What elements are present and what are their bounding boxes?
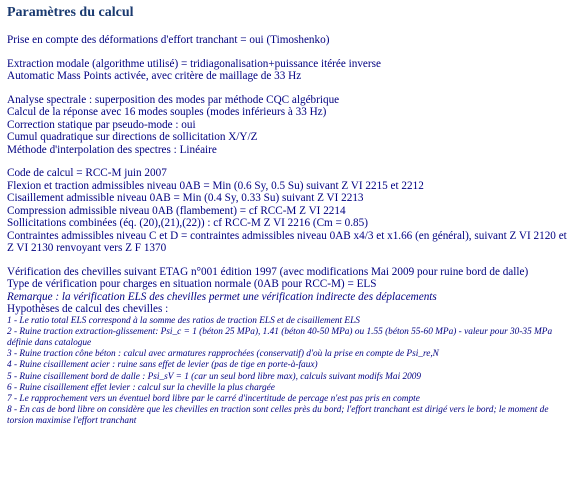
hypothesis-item: 3 - Ruine traction cône béton : calcul avec armatures rapprochées (conservatif) d'où la prise en compte de Psi_re,N bbox=[7, 349, 439, 360]
hypothesis-item: 5 - Ruine cisaillement bord de dalle : Psi_sV = 1 (car un seul bord libre max), calculs suivant modifs Mai 2009 bbox=[7, 371, 422, 382]
hypothesis-item: 1 - Le ratio total ELS correspond à la somme des ratios de traction ELS et de cisaillement ELS bbox=[7, 315, 360, 326]
verification-type-line: Type de vérification pour charges en situation normale (0AB pour RCC-M) = ELS bbox=[7, 278, 377, 290]
shear-allowable-line: Cisaillement admissible niveau 0AB = Min (0.4 Sy, 0.33 Su) suivant Z VI 2213 bbox=[7, 192, 364, 204]
response-modes-line: Calcul de la réponse avec 16 modes souples (modes inférieurs à 33 Hz) bbox=[7, 106, 327, 118]
combined-loads-line: Sollicitations combinées (éq. (20),(21),(22)) : cf RCC-M Z VI 2216 (Cm = 0.85) bbox=[7, 217, 368, 229]
design-code-line: Code de calcul = RCC-M juin 2007 bbox=[7, 167, 167, 179]
hypothesis-item: 4 - Ruine cisaillement acier : ruine sans effet de levier (pas de tige en porte-à-faux) bbox=[7, 360, 318, 371]
anchor-verification-line: Vérification des chevilles suivant ETAG n°001 édition 1997 (avec modifications Mai 2009 pour ruine bord de dalle) bbox=[7, 265, 529, 278]
remark-line: Remarque : la vérification ELS des chevilles permet une vérification indirecte des déplacements bbox=[7, 290, 437, 303]
hypothesis-item: 2 - Ruine traction extraction-glissement: Psi_c = 1 (béton 25 MPa), 1.41 (béton 40-50 MPa) ou 1.55 (béton 55-60 MPa) - valeur pour 30-35 MPa définie dans catalogue bbox=[7, 326, 553, 348]
static-correction-line: Correction statique par pseudo-mode : oui bbox=[7, 118, 196, 131]
bending-traction-line: Flexion et traction admissibles niveau 0AB = Min (0.6 Sy, 0.5 Su) suivant Z VI 2215 et 2212 bbox=[7, 179, 424, 192]
allowable-stress-line: Contraintes admissibles niveau C et D = contraintes admissibles niveau 0AB x4/3 et x1.66 (en général), suivant Z VI 2120 et Z VI 2130 renvoyant vers Z F 1370 bbox=[7, 229, 567, 254]
hypothesis-item: 8 - En cas de bord libre on considère que les chevilles en traction sont celles près du bord; l'effort tranchant est dirigé vers le bord; le moment de torsion maximise l'effort tranchant bbox=[7, 405, 549, 427]
hypothesis-item: 6 - Ruine cisaillement effet levier : calcul sur la cheville la plus chargée bbox=[7, 382, 275, 393]
hypothesis-item: 7 - Le rapprochement vers un éventuel bord libre par le carré d'incertitude de percage n'est pas pris en compte bbox=[7, 393, 420, 404]
interpolation-line: Méthode d'interpolation des spectres : Linéaire bbox=[7, 143, 217, 156]
compression-line: Compression admissible niveau 0AB (flambement) = cf RCC-M Z VI 2214 bbox=[7, 204, 346, 217]
spectral-analysis-line: Analyse spectrale : superposition des modes par méthode CQC algébrique bbox=[7, 93, 340, 106]
section-title: Paramètres du calcul bbox=[7, 5, 134, 20]
mass-points-line: Automatic Mass Points activée, avec critère de maillage de 33 Hz bbox=[7, 70, 302, 82]
quadratic-sum-line: Cumul quadratique sur directions de sollicitation X/Y/Z bbox=[7, 131, 258, 143]
shear-deformation-line: Prise en compte des déformations d'effort tranchant = oui (Timoshenko) bbox=[7, 34, 330, 46]
hypotheses-title: Hypothèses de calcul des chevilles : bbox=[7, 303, 169, 315]
modal-extraction-line: Extraction modale (algorithme utilisé) = tridiagonalisation+puissance itérée inverse bbox=[7, 57, 381, 70]
